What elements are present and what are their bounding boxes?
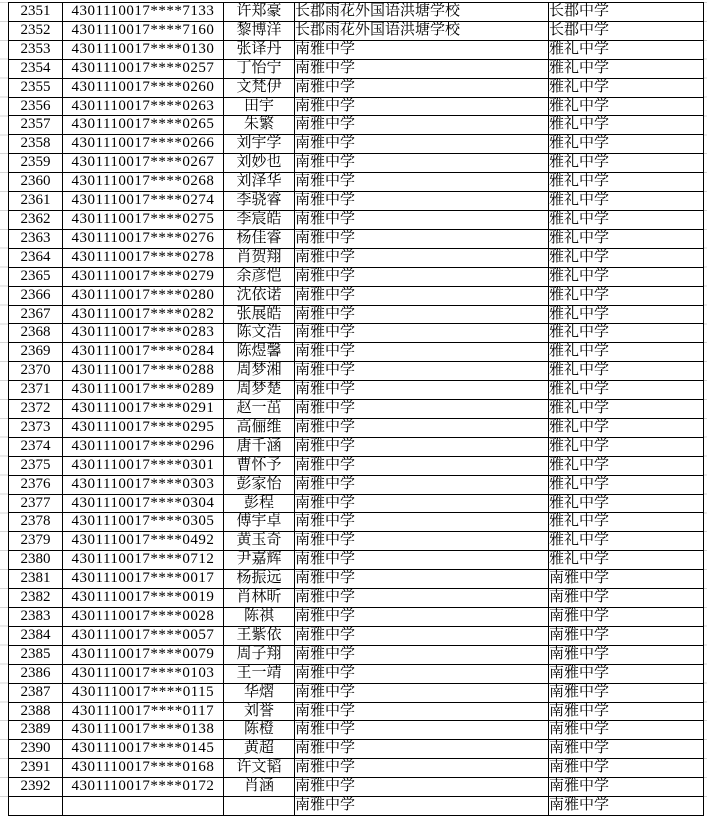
student-name-cell[interactable]: 尹嘉辉 — [224, 551, 295, 570]
table-row — [9, 381, 704, 400]
origin-school-cell[interactable]: 南雅中学 — [295, 400, 549, 419]
origin-school-cell[interactable]: 南雅中学 — [295, 797, 549, 816]
student-id-cell[interactable] — [63, 797, 224, 816]
table-row — [9, 248, 704, 267]
admitted-school-cell[interactable]: 雅礼中学 — [549, 400, 704, 419]
admitted-school-cell[interactable]: 南雅中学 — [549, 664, 704, 683]
origin-school-cell[interactable]: 南雅中学 — [295, 154, 549, 173]
student-name-cell[interactable]: 高俪维 — [224, 418, 295, 437]
row-number-cell[interactable]: 2383 — [9, 608, 63, 627]
student-name-cell[interactable]: 刘宇学 — [224, 135, 295, 154]
partial-table-row — [9, 797, 704, 816]
origin-school-cell[interactable]: 长郡雨花外国语洪塘学校 — [295, 3, 549, 22]
origin-school-cell[interactable]: 南雅中学 — [295, 40, 549, 59]
student-name-cell[interactable]: 许郑豪 — [224, 3, 295, 22]
origin-school-cell[interactable]: 南雅中学 — [295, 324, 549, 343]
student-name-cell[interactable]: 彭程 — [224, 494, 295, 513]
origin-school-cell[interactable]: 南雅中学 — [295, 192, 549, 211]
student-id-cell[interactable]: 4301110017****0282 — [63, 305, 224, 324]
origin-school-cell[interactable]: 南雅中学 — [295, 683, 549, 702]
admitted-school-cell[interactable]: 雅礼中学 — [549, 418, 704, 437]
student-id-cell[interactable]: 4301110017****0268 — [63, 173, 224, 192]
admitted-school-cell[interactable]: 雅礼中学 — [549, 40, 704, 59]
admitted-school-cell[interactable]: 雅礼中学 — [549, 192, 704, 211]
student-id-cell[interactable]: 4301110017****0303 — [63, 475, 224, 494]
origin-school-cell[interactable]: 南雅中学 — [295, 721, 549, 740]
row-number-cell[interactable]: 2384 — [9, 626, 63, 645]
row-number-cell[interactable]: 2373 — [9, 418, 63, 437]
table-row — [9, 3, 704, 22]
student-id-cell[interactable]: 4301110017****0267 — [63, 154, 224, 173]
table-row — [9, 513, 704, 532]
student-id-cell[interactable]: 4301110017****0257 — [63, 59, 224, 78]
table-row — [9, 324, 704, 343]
row-number-cell[interactable]: 2355 — [9, 78, 63, 97]
origin-school-cell[interactable]: 南雅中学 — [295, 305, 549, 324]
row-number-cell[interactable]: 2389 — [9, 721, 63, 740]
origin-school-cell[interactable]: 南雅中学 — [295, 589, 549, 608]
table-row — [9, 683, 704, 702]
student-name-cell[interactable]: 肖贺翔 — [224, 248, 295, 267]
admitted-school-cell[interactable]: 南雅中学 — [549, 626, 704, 645]
origin-school-cell[interactable]: 南雅中学 — [295, 210, 549, 229]
student-name-cell[interactable]: 肖涵 — [224, 778, 295, 797]
table-row — [9, 702, 704, 721]
row-number-cell[interactable]: 2382 — [9, 589, 63, 608]
student-id-cell[interactable]: 4301110017****0260 — [63, 78, 224, 97]
student-name-cell[interactable]: 周子翔 — [224, 645, 295, 664]
student-name-cell[interactable]: 刘誉 — [224, 702, 295, 721]
table-row — [9, 721, 704, 740]
origin-school-cell[interactable]: 南雅中学 — [295, 78, 549, 97]
student-name-cell[interactable]: 刘妙也 — [224, 154, 295, 173]
student-name-cell[interactable]: 李宸皓 — [224, 210, 295, 229]
student-id-cell[interactable]: 4301110017****0288 — [63, 362, 224, 381]
student-name-cell[interactable]: 余彦恺 — [224, 267, 295, 286]
student-id-cell[interactable]: 4301110017****0275 — [63, 210, 224, 229]
student-name-cell[interactable]: 朱繁 — [224, 116, 295, 135]
origin-school-cell[interactable]: 南雅中学 — [295, 456, 549, 475]
student-name-cell[interactable]: 陈煜馨 — [224, 343, 295, 362]
student-name-cell[interactable]: 王一靖 — [224, 664, 295, 683]
row-number-cell[interactable]: 2359 — [9, 154, 63, 173]
admitted-school-cell[interactable]: 南雅中学 — [549, 797, 704, 816]
admitted-school-cell[interactable]: 雅礼中学 — [549, 494, 704, 513]
table-row — [9, 78, 704, 97]
row-number-cell[interactable]: 2372 — [9, 400, 63, 419]
admitted-school-cell[interactable]: 雅礼中学 — [549, 286, 704, 305]
student-id-cell[interactable]: 4301110017****0278 — [63, 248, 224, 267]
origin-school-cell[interactable]: 南雅中学 — [295, 645, 549, 664]
student-table-body — [9, 3, 704, 816]
student-name-cell[interactable]: 陈橙 — [224, 721, 295, 740]
admitted-school-cell[interactable]: 雅礼中学 — [549, 305, 704, 324]
table-row — [9, 551, 704, 570]
table-row — [9, 267, 704, 286]
admitted-school-cell[interactable]: 南雅中学 — [549, 683, 704, 702]
student-admission-table — [8, 2, 704, 816]
row-number-cell[interactable]: 2356 — [9, 97, 63, 116]
student-name-cell[interactable]: 刘泽华 — [224, 173, 295, 192]
student-id-cell[interactable]: 4301110017****0115 — [63, 683, 224, 702]
origin-school-cell[interactable]: 南雅中学 — [295, 267, 549, 286]
admitted-school-cell[interactable]: 雅礼中学 — [549, 437, 704, 456]
row-number-cell[interactable]: 2378 — [9, 513, 63, 532]
row-number-cell[interactable]: 2386 — [9, 664, 63, 683]
row-number-cell[interactable]: 2374 — [9, 437, 63, 456]
student-id-cell[interactable]: 4301110017****0130 — [63, 40, 224, 59]
table-row — [9, 437, 704, 456]
admitted-school-cell[interactable]: 南雅中学 — [549, 740, 704, 759]
origin-school-cell[interactable]: 南雅中学 — [295, 97, 549, 116]
admitted-school-cell[interactable]: 雅礼中学 — [549, 116, 704, 135]
admitted-school-cell[interactable]: 南雅中学 — [549, 721, 704, 740]
admitted-school-cell[interactable]: 雅礼中学 — [549, 173, 704, 192]
row-number-cell[interactable]: 2362 — [9, 210, 63, 229]
student-id-cell[interactable]: 4301110017****0284 — [63, 343, 224, 362]
student-id-cell[interactable]: 4301110017****0289 — [63, 381, 224, 400]
table-row — [9, 362, 704, 381]
origin-school-cell[interactable]: 南雅中学 — [295, 778, 549, 797]
student-id-cell[interactable]: 4301110017****0138 — [63, 721, 224, 740]
row-number-cell[interactable]: 2354 — [9, 59, 63, 78]
origin-school-cell[interactable]: 南雅中学 — [295, 513, 549, 532]
admitted-school-cell[interactable]: 雅礼中学 — [549, 381, 704, 400]
table-row — [9, 286, 704, 305]
student-id-cell[interactable]: 4301110017****0168 — [63, 759, 224, 778]
student-id-cell[interactable]: 4301110017****0283 — [63, 324, 224, 343]
student-name-cell[interactable]: 周梦楚 — [224, 381, 295, 400]
table-row — [9, 229, 704, 248]
row-number-cell[interactable]: 2368 — [9, 324, 63, 343]
student-name-cell[interactable] — [224, 797, 295, 816]
row-number-cell[interactable]: 2361 — [9, 192, 63, 211]
origin-school-cell[interactable]: 南雅中学 — [295, 173, 549, 192]
row-number-cell[interactable] — [9, 797, 63, 816]
student-id-cell[interactable]: 4301110017****0263 — [63, 97, 224, 116]
row-number-cell[interactable]: 2367 — [9, 305, 63, 324]
table-row — [9, 135, 704, 154]
student-id-cell[interactable]: 4301110017****0117 — [63, 702, 224, 721]
student-id-cell[interactable]: 4301110017****0274 — [63, 192, 224, 211]
student-name-cell[interactable]: 周梦湘 — [224, 362, 295, 381]
origin-school-cell[interactable]: 南雅中学 — [295, 343, 549, 362]
student-name-cell[interactable]: 文梵伊 — [224, 78, 295, 97]
row-number-cell[interactable]: 2370 — [9, 362, 63, 381]
origin-school-cell[interactable]: 南雅中学 — [295, 475, 549, 494]
table-row — [9, 494, 704, 513]
row-number-cell[interactable]: 2377 — [9, 494, 63, 513]
student-id-cell[interactable]: 4301110017****0028 — [63, 608, 224, 627]
student-name-cell[interactable]: 李骁睿 — [224, 192, 295, 211]
origin-school-cell[interactable]: 南雅中学 — [295, 135, 549, 154]
student-name-cell[interactable]: 赵一茁 — [224, 400, 295, 419]
student-name-cell[interactable]: 黎博洋 — [224, 21, 295, 40]
origin-school-cell[interactable]: 南雅中学 — [295, 759, 549, 778]
student-id-cell[interactable]: 4301110017****0305 — [63, 513, 224, 532]
origin-school-cell[interactable]: 南雅中学 — [295, 626, 549, 645]
table-row — [9, 418, 704, 437]
origin-school-cell[interactable]: 南雅中学 — [295, 381, 549, 400]
row-number-cell[interactable]: 2365 — [9, 267, 63, 286]
student-id-cell[interactable]: 4301110017****0265 — [63, 116, 224, 135]
row-number-cell[interactable]: 2380 — [9, 551, 63, 570]
student-id-cell[interactable]: 4301110017****0266 — [63, 135, 224, 154]
student-id-cell[interactable]: 4301110017****0295 — [63, 418, 224, 437]
table-row — [9, 645, 704, 664]
student-name-cell[interactable]: 唐千涵 — [224, 437, 295, 456]
table-row — [9, 532, 704, 551]
row-number-cell[interactable]: 2391 — [9, 759, 63, 778]
row-number-cell[interactable]: 2360 — [9, 173, 63, 192]
table-row — [9, 759, 704, 778]
student-name-cell[interactable]: 彭家怡 — [224, 475, 295, 494]
origin-school-cell[interactable]: 南雅中学 — [295, 418, 549, 437]
row-number-cell[interactable]: 2352 — [9, 21, 63, 40]
row-number-cell[interactable]: 2358 — [9, 135, 63, 154]
admitted-school-cell[interactable]: 雅礼中学 — [549, 456, 704, 475]
admitted-school-cell[interactable]: 长郡中学 — [549, 3, 704, 22]
student-name-cell[interactable]: 陈文浩 — [224, 324, 295, 343]
origin-school-cell[interactable]: 南雅中学 — [295, 362, 549, 381]
row-number-cell[interactable]: 2388 — [9, 702, 63, 721]
admitted-school-cell[interactable]: 南雅中学 — [549, 589, 704, 608]
table-row — [9, 664, 704, 683]
student-name-cell[interactable]: 张译丹 — [224, 40, 295, 59]
row-number-cell[interactable]: 2381 — [9, 570, 63, 589]
table-row — [9, 192, 704, 211]
table-row — [9, 456, 704, 475]
origin-school-cell[interactable]: 南雅中学 — [295, 229, 549, 248]
admitted-school-cell[interactable]: 雅礼中学 — [549, 248, 704, 267]
row-number-cell[interactable]: 2351 — [9, 3, 63, 22]
row-number-cell[interactable]: 2371 — [9, 381, 63, 400]
student-id-cell[interactable]: 4301110017****0103 — [63, 664, 224, 683]
row-number-cell[interactable]: 2366 — [9, 286, 63, 305]
student-name-cell[interactable]: 王紫依 — [224, 626, 295, 645]
admitted-school-cell[interactable]: 雅礼中学 — [549, 229, 704, 248]
row-number-cell[interactable]: 2369 — [9, 343, 63, 362]
origin-school-cell[interactable]: 南雅中学 — [295, 437, 549, 456]
origin-school-cell[interactable]: 南雅中学 — [295, 570, 549, 589]
origin-school-cell[interactable]: 南雅中学 — [295, 608, 549, 627]
origin-school-cell[interactable]: 南雅中学 — [295, 248, 549, 267]
student-id-cell[interactable]: 4301110017****0079 — [63, 645, 224, 664]
admitted-school-cell[interactable]: 南雅中学 — [549, 570, 704, 589]
row-number-cell[interactable]: 2390 — [9, 740, 63, 759]
table-row — [9, 97, 704, 116]
admitted-school-cell[interactable]: 雅礼中学 — [549, 513, 704, 532]
admitted-school-cell[interactable]: 雅礼中学 — [549, 267, 704, 286]
student-id-cell[interactable]: 4301110017****0279 — [63, 267, 224, 286]
row-number-cell[interactable]: 2363 — [9, 229, 63, 248]
admitted-school-cell[interactable]: 雅礼中学 — [549, 362, 704, 381]
origin-school-cell[interactable]: 长郡雨花外国语洪塘学校 — [295, 21, 549, 40]
row-number-cell[interactable]: 2387 — [9, 683, 63, 702]
student-name-cell[interactable]: 张展皓 — [224, 305, 295, 324]
row-number-cell[interactable]: 2379 — [9, 532, 63, 551]
student-id-cell[interactable]: 4301110017****0296 — [63, 437, 224, 456]
admitted-school-cell[interactable]: 雅礼中学 — [549, 475, 704, 494]
student-name-cell[interactable]: 黄超 — [224, 740, 295, 759]
student-id-cell[interactable]: 4301110017****0304 — [63, 494, 224, 513]
student-name-cell[interactable]: 黄玉奇 — [224, 532, 295, 551]
table-row — [9, 589, 704, 608]
origin-school-cell[interactable]: 南雅中学 — [295, 740, 549, 759]
student-name-cell[interactable]: 傅宇卓 — [224, 513, 295, 532]
table-row — [9, 570, 704, 589]
table-row — [9, 21, 704, 40]
table-row — [9, 154, 704, 173]
table-row — [9, 608, 704, 627]
admitted-school-cell[interactable]: 雅礼中学 — [549, 532, 704, 551]
table-row — [9, 475, 704, 494]
row-number-cell[interactable]: 2376 — [9, 475, 63, 494]
table-row — [9, 400, 704, 419]
admitted-school-cell[interactable]: 雅礼中学 — [549, 78, 704, 97]
origin-school-cell[interactable]: 南雅中学 — [295, 664, 549, 683]
table-row — [9, 116, 704, 135]
student-name-cell[interactable]: 田宇 — [224, 97, 295, 116]
admitted-school-cell[interactable]: 长郡中学 — [549, 21, 704, 40]
student-id-cell[interactable]: 4301110017****0276 — [63, 229, 224, 248]
admitted-school-cell[interactable]: 南雅中学 — [549, 645, 704, 664]
student-id-cell[interactable]: 4301110017****0291 — [63, 400, 224, 419]
student-name-cell[interactable]: 曹怀予 — [224, 456, 295, 475]
row-number-cell[interactable]: 2357 — [9, 116, 63, 135]
student-id-cell[interactable]: 4301110017****0712 — [63, 551, 224, 570]
student-id-cell[interactable]: 4301110017****7160 — [63, 21, 224, 40]
origin-school-cell[interactable]: 南雅中学 — [295, 551, 549, 570]
admitted-school-cell[interactable]: 南雅中学 — [549, 759, 704, 778]
student-id-cell[interactable]: 4301110017****0172 — [63, 778, 224, 797]
table-row — [9, 778, 704, 797]
origin-school-cell[interactable]: 南雅中学 — [295, 702, 549, 721]
student-name-cell[interactable]: 杨振远 — [224, 570, 295, 589]
admitted-school-cell[interactable]: 雅礼中学 — [549, 551, 704, 570]
student-name-cell[interactable]: 陈祺 — [224, 608, 295, 627]
origin-school-cell[interactable]: 南雅中学 — [295, 286, 549, 305]
origin-school-cell[interactable]: 南雅中学 — [295, 494, 549, 513]
student-id-cell[interactable]: 4301110017****0280 — [63, 286, 224, 305]
row-number-cell[interactable]: 2375 — [9, 456, 63, 475]
origin-school-cell[interactable]: 南雅中学 — [295, 59, 549, 78]
student-name-cell[interactable]: 丁怡宁 — [224, 59, 295, 78]
row-number-cell[interactable]: 2353 — [9, 40, 63, 59]
student-id-cell[interactable]: 4301110017****0492 — [63, 532, 224, 551]
table-row — [9, 59, 704, 78]
student-name-cell[interactable]: 肖林昕 — [224, 589, 295, 608]
student-name-cell[interactable]: 沈依诺 — [224, 286, 295, 305]
student-name-cell[interactable]: 许文韬 — [224, 759, 295, 778]
admitted-school-cell[interactable]: 雅礼中学 — [549, 343, 704, 362]
admitted-school-cell[interactable]: 雅礼中学 — [549, 324, 704, 343]
student-id-cell[interactable]: 4301110017****7133 — [63, 3, 224, 22]
student-name-cell[interactable]: 杨佳睿 — [224, 229, 295, 248]
row-number-cell[interactable]: 2364 — [9, 248, 63, 267]
table-row — [9, 626, 704, 645]
table-row — [9, 173, 704, 192]
student-name-cell[interactable]: 华熠 — [224, 683, 295, 702]
table-row — [9, 343, 704, 362]
admitted-school-cell[interactable]: 南雅中学 — [549, 778, 704, 797]
admitted-school-cell[interactable]: 雅礼中学 — [549, 154, 704, 173]
admitted-school-cell[interactable]: 雅礼中学 — [549, 135, 704, 154]
left-gridline-strip — [0, 2, 8, 803]
student-id-cell[interactable]: 4301110017****0017 — [63, 570, 224, 589]
row-number-cell[interactable]: 2392 — [9, 778, 63, 797]
student-id-cell[interactable]: 4301110017****0057 — [63, 626, 224, 645]
row-number-cell[interactable]: 2385 — [9, 645, 63, 664]
admitted-school-cell[interactable]: 雅礼中学 — [549, 59, 704, 78]
table-row — [9, 210, 704, 229]
admitted-school-cell[interactable]: 南雅中学 — [549, 702, 704, 721]
admitted-school-cell[interactable]: 雅礼中学 — [549, 97, 704, 116]
student-id-cell[interactable]: 4301110017****0145 — [63, 740, 224, 759]
origin-school-cell[interactable]: 南雅中学 — [295, 116, 549, 135]
admitted-school-cell[interactable]: 南雅中学 — [549, 608, 704, 627]
table-row — [9, 40, 704, 59]
origin-school-cell[interactable]: 南雅中学 — [295, 532, 549, 551]
table-row — [9, 305, 704, 324]
student-id-cell[interactable]: 4301110017****0019 — [63, 589, 224, 608]
admitted-school-cell[interactable]: 雅礼中学 — [549, 210, 704, 229]
table-row — [9, 740, 704, 759]
student-id-cell[interactable]: 4301110017****0301 — [63, 456, 224, 475]
